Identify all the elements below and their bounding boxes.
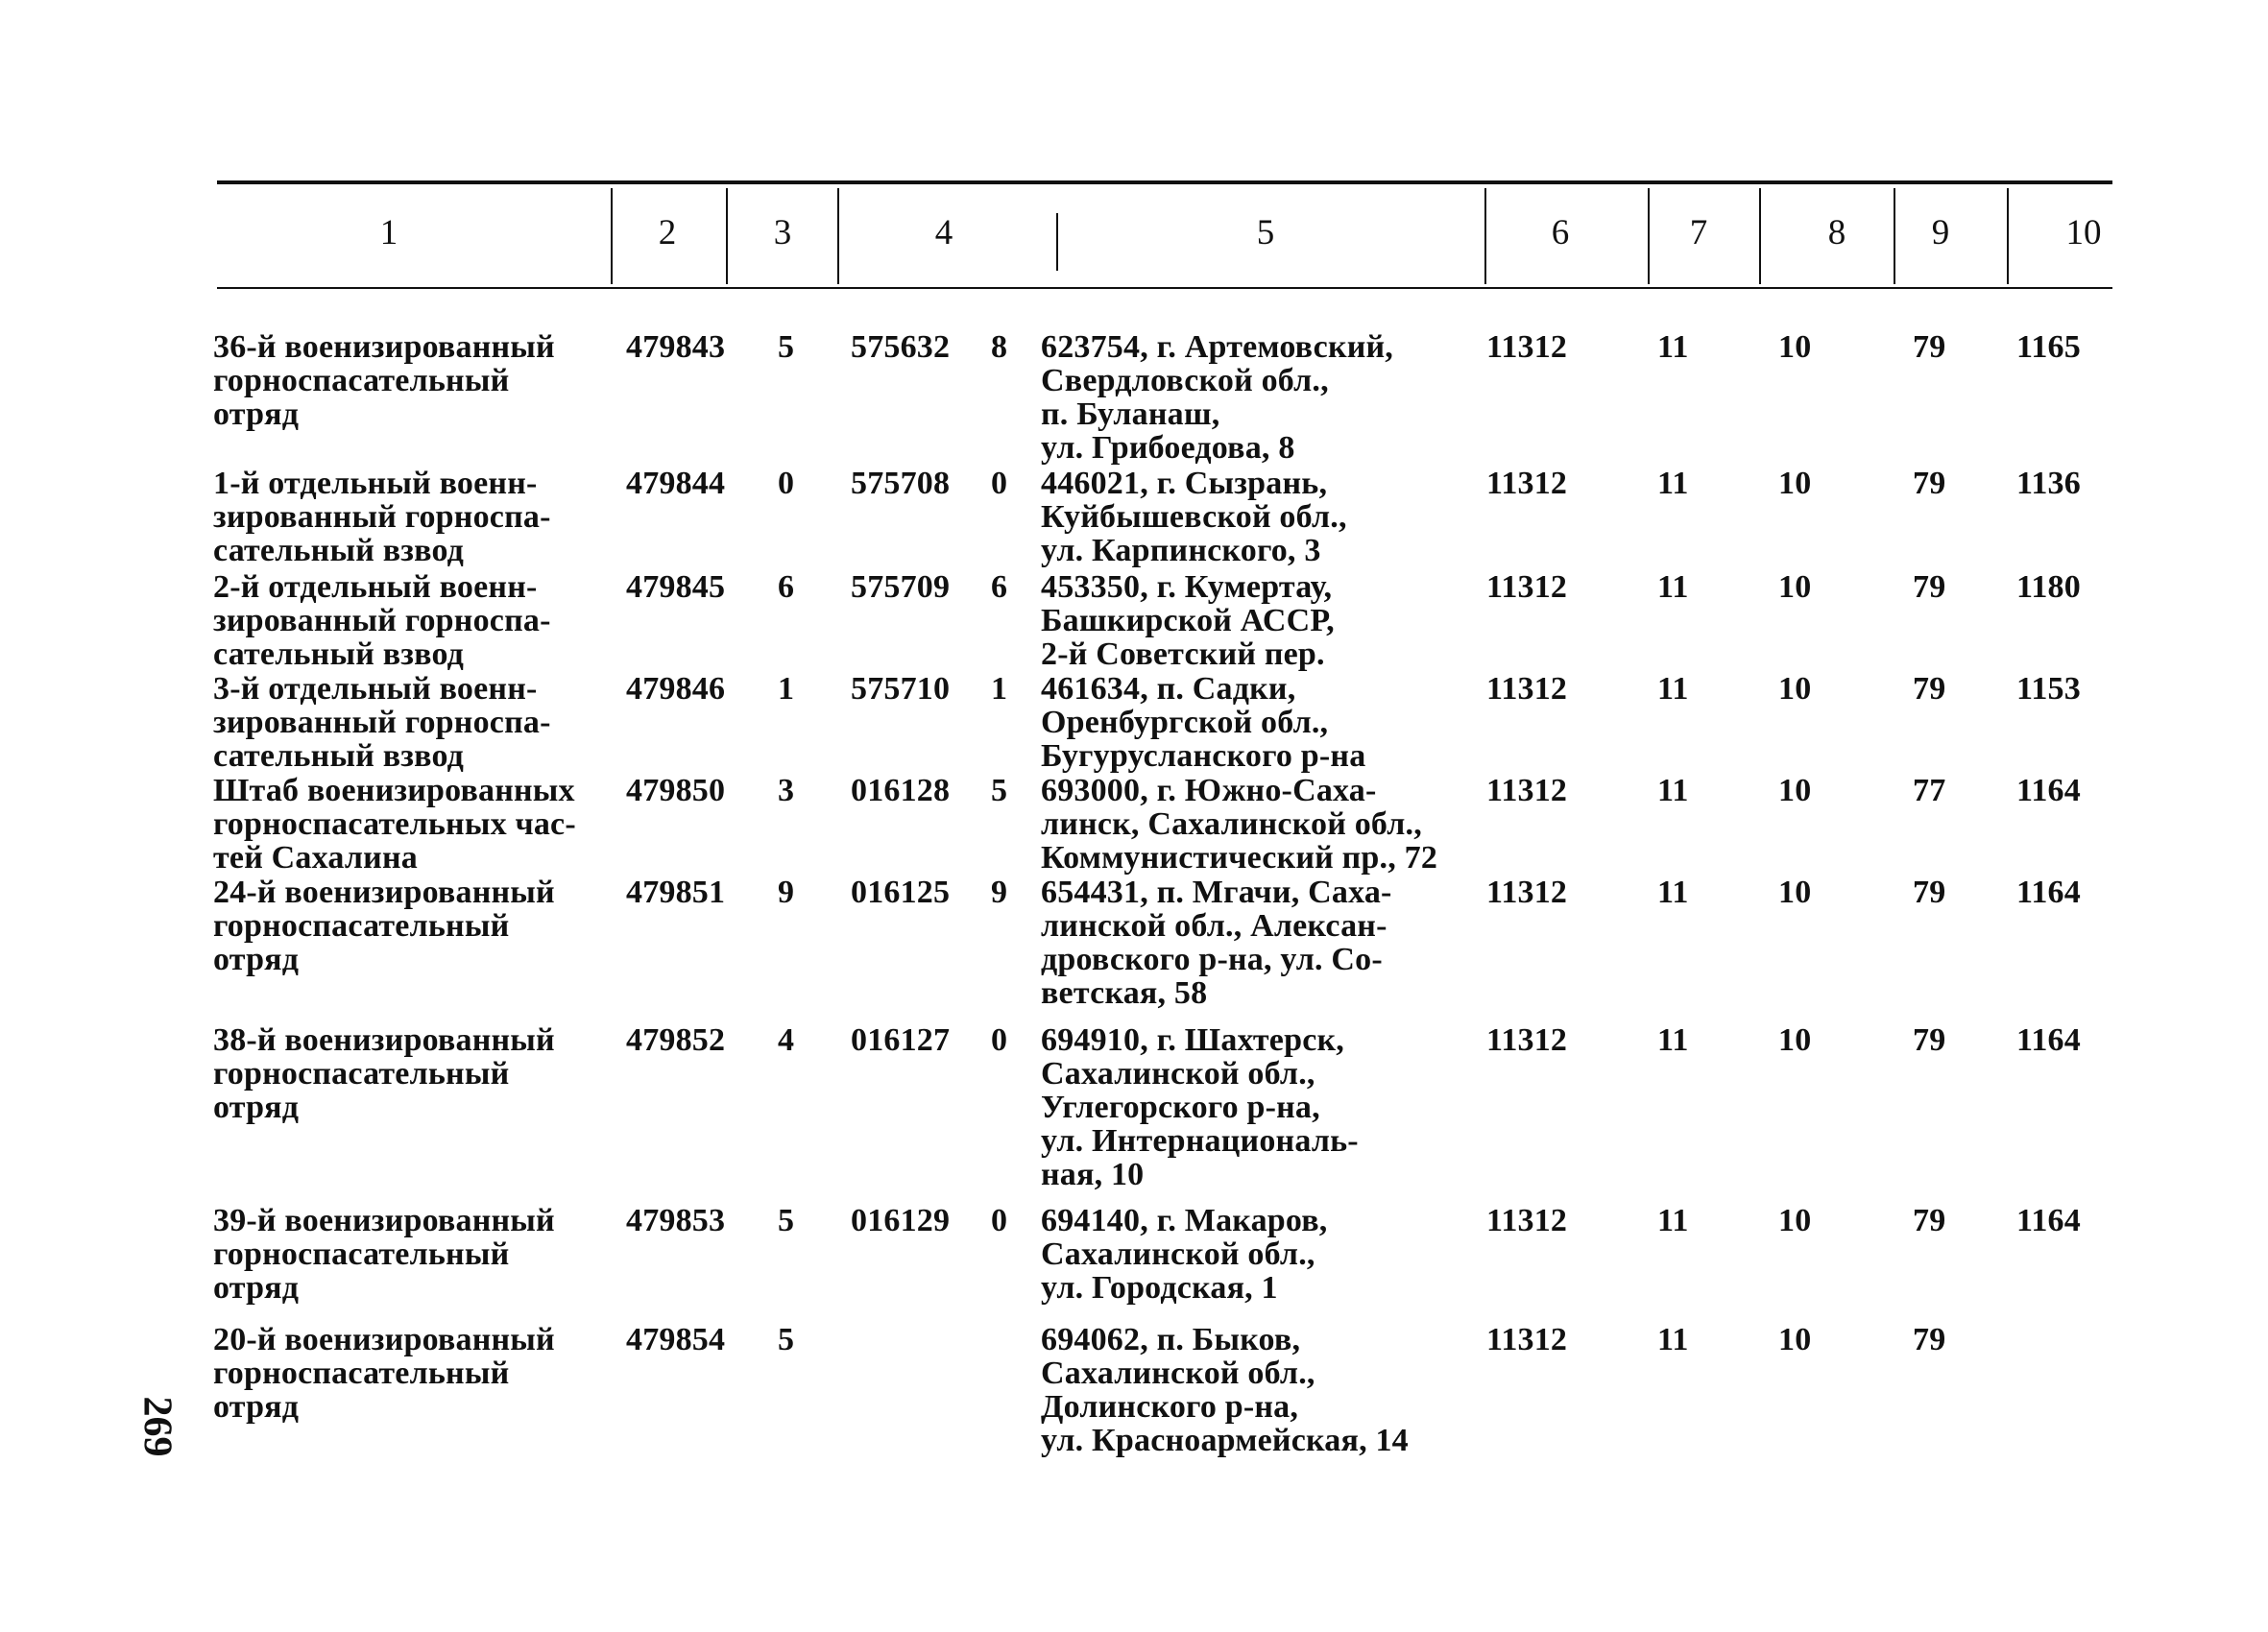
address: 694062, п. Быков, Сахалинской обл., Долинского р-на, ул. Красноармейская, 14 [1041,1322,1409,1458]
code-10: 1136 [2016,466,2081,501]
address: 694910, г. Шахтерск, Сахалинской обл., Углегорского р-на, ул. Интернациональ- ная, 10 [1041,1022,1359,1192]
header-separator [1056,213,1058,271]
code-10: 1153 [2016,671,2081,707]
address: 693000, г. Южно-Саха- линск, Сахалинской обл., Коммунистический пр., 72 [1041,773,1438,876]
code-8: 10 [1778,1203,1812,1238]
code-9: 79 [1913,1322,1946,1357]
address: 623754, г. Артемовский, Свердловской обл., п. Буланаш, ул. Грибоедова, 8 [1041,329,1394,466]
check-digit-4: 9 [991,875,1008,910]
code-2: 479853 [626,1203,726,1238]
org-name: 24-й военизированный горноспасательный отряд [213,875,555,977]
check-digit-3: 3 [778,773,795,808]
check-digit-4: 5 [991,773,1008,808]
address: 654431, п. Мгачи, Саха- линской обл., Алексан- дровского р-на, ул. Со- ветская, 58 [1041,875,1392,1011]
code-9: 77 [1913,773,1946,808]
column-header-9: 9 [1931,213,1950,252]
column-header-2: 2 [658,213,677,252]
header-separator [726,188,728,284]
code-6: 11312 [1486,329,1568,365]
code-8: 10 [1778,329,1812,365]
check-digit-3: 9 [778,875,795,910]
code-4: 575632 [851,329,951,365]
code-6: 11312 [1486,569,1568,605]
column-header-4: 4 [934,213,953,252]
address: 453350, г. Кумертау, Башкирской АССР, 2-й Советский пер. [1041,569,1335,672]
code-10: 1164 [2016,1022,2081,1058]
code-6: 11312 [1486,773,1568,808]
table-header-rule [217,287,2112,289]
code-7: 11 [1657,466,1689,501]
code-7: 11 [1657,1322,1689,1357]
code-2: 479851 [626,875,726,910]
code-9: 79 [1913,671,1946,707]
code-8: 10 [1778,466,1812,501]
column-header-6: 6 [1551,213,1570,252]
header-separator [611,188,613,284]
code-7: 11 [1657,1022,1689,1058]
org-name: 3-й отдельный военн- зированный горноспа- сательный взвод [213,671,551,774]
header-separator [2007,188,2009,284]
header-separator [1484,188,1486,284]
code-4: 575710 [851,671,951,707]
header-separator [1759,188,1761,284]
check-digit-3: 5 [778,329,795,365]
code-6: 11312 [1486,1022,1568,1058]
address: 446021, г. Сызрань, Куйбышевской обл., ул. Карпинского, 3 [1041,466,1347,568]
column-header-1: 1 [379,213,398,252]
code-7: 11 [1657,329,1689,365]
check-digit-3: 5 [778,1203,795,1238]
code-10: 1165 [2016,329,2081,365]
org-name: 2-й отдельный военн- зированный горноспа- сательный взвод [213,569,551,672]
code-2: 479852 [626,1022,726,1058]
code-4: 575709 [851,569,951,605]
check-digit-4: 6 [991,569,1008,605]
check-digit-4: 1 [991,671,1008,707]
code-7: 11 [1657,569,1689,605]
code-6: 11312 [1486,875,1568,910]
check-digit-4: 8 [991,329,1008,365]
header-separator [1648,188,1650,284]
check-digit-3: 1 [778,671,795,707]
code-2: 479854 [626,1322,726,1357]
code-10: 1180 [2016,569,2081,605]
code-10: 1164 [2016,875,2081,910]
address: 694140, г. Макаров, Сахалинской обл., ул. Городская, 1 [1041,1203,1328,1306]
org-name: Штаб военизированных горноспасательных час- тей Сахалина [213,773,576,876]
column-header-5: 5 [1256,213,1275,252]
code-7: 11 [1657,671,1689,707]
code-9: 79 [1913,466,1946,501]
code-9: 79 [1913,1203,1946,1238]
page-number: 269 [134,1396,180,1457]
code-9: 79 [1913,569,1946,605]
check-digit-4: 0 [991,1203,1008,1238]
check-digit-3: 4 [778,1022,795,1058]
code-10: 1164 [2016,773,2081,808]
column-header-10: 10 [2065,213,2102,252]
code-6: 11312 [1486,1322,1568,1357]
code-4: 016127 [851,1022,951,1058]
code-6: 11312 [1486,671,1568,707]
code-6: 11312 [1486,466,1568,501]
code-10: 1164 [2016,1203,2081,1238]
code-4: 016128 [851,773,951,808]
code-9: 79 [1913,875,1946,910]
code-7: 11 [1657,875,1689,910]
code-2: 479845 [626,569,726,605]
code-8: 10 [1778,1322,1812,1357]
org-name: 36-й военизированный горноспасательный отряд [213,329,555,432]
code-8: 10 [1778,875,1812,910]
org-name: 38-й военизированный горноспасательный отряд [213,1022,555,1125]
code-8: 10 [1778,1022,1812,1058]
code-7: 11 [1657,1203,1689,1238]
header-separator [1894,188,1895,284]
check-digit-4: 0 [991,466,1008,501]
column-header-7: 7 [1689,213,1708,252]
check-digit-3: 6 [778,569,795,605]
code-2: 479843 [626,329,726,365]
org-name: 1-й отдельный военн- зированный горноспа- сательный взвод [213,466,551,568]
org-name: 20-й военизированный горноспасательный отряд [213,1322,555,1425]
column-header-8: 8 [1827,213,1846,252]
code-4: 016129 [851,1203,951,1238]
code-2: 479844 [626,466,726,501]
code-7: 11 [1657,773,1689,808]
code-8: 10 [1778,569,1812,605]
code-9: 79 [1913,329,1946,365]
code-8: 10 [1778,773,1812,808]
check-digit-3: 5 [778,1322,795,1357]
check-digit-4: 0 [991,1022,1008,1058]
code-2: 479846 [626,671,726,707]
code-2: 479850 [626,773,726,808]
check-digit-3: 0 [778,466,795,501]
code-4: 575708 [851,466,951,501]
org-name: 39-й военизированный горноспасательный отряд [213,1203,555,1306]
code-6: 11312 [1486,1203,1568,1238]
table-top-rule [217,180,2112,184]
code-9: 79 [1913,1022,1946,1058]
code-4: 016125 [851,875,951,910]
column-header-3: 3 [773,213,792,252]
code-8: 10 [1778,671,1812,707]
address: 461634, п. Садки, Оренбургской обл., Бугурусланского р-на [1041,671,1366,774]
header-separator [837,188,839,284]
